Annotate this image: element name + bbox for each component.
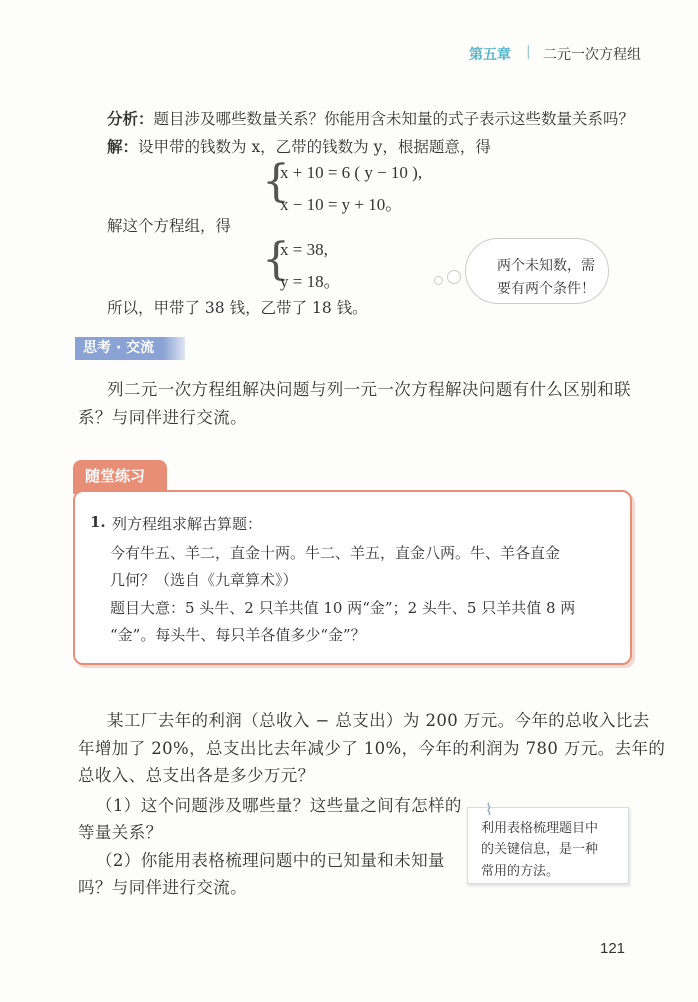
think-exchange-label: 思考 · 交流 (75, 337, 185, 360)
exercise-question: 列方程组求解古算题： (112, 515, 263, 533)
problem-line-3: 总收入、总支出各是多少万元？ (78, 766, 315, 785)
note-line-2: 的关键信息，是一种 (481, 842, 599, 857)
question-1b: 等量关系？ (78, 823, 163, 842)
analysis-label: 分析： (107, 109, 154, 128)
exercise-line-1: 今有牛五、羊二，直金十两。牛二、羊五，直金八两。牛、羊各直金 (110, 544, 561, 562)
equation-2: x − 10 = y + 10。 (280, 195, 403, 214)
exercise-number: 1. (90, 513, 106, 531)
think-line-1: 列二元一次方程组解决问题与列一元一次方程解决问题有什么区别和联 (107, 380, 631, 399)
brace-icon: { (262, 156, 290, 207)
problem-line-1: 某工厂去年的利润（总收入 − 总支出）为 200 万元。今年的总收入比去 (107, 711, 650, 730)
result-1: x = 38, (280, 240, 328, 259)
brace-icon: { (262, 234, 290, 285)
bubble-line-1: 两个未知数，需 (497, 258, 595, 274)
problem-line-2: 年增加了 20%，总支出比去年减少了 10%，今年的利润为 780 万元。去年的 (78, 739, 666, 758)
question-1a: （1）这个问题涉及哪些量？这些量之间有怎样的 (96, 796, 462, 815)
exercise-line-2: 几何？（选自《九章算术》） (110, 571, 298, 589)
question-2b: 吗？与同伴进行交流。 (78, 878, 247, 897)
page-number: 121 (600, 940, 626, 957)
note-line-1: 利用表格梳理题目中 (481, 821, 599, 836)
chapter-label: 第五章 (469, 47, 511, 63)
result-2: y = 18。 (280, 272, 341, 291)
bubble-dot (447, 270, 461, 284)
analysis-text: 题目涉及哪些数量关系？你能用含未知量的式子表示这些数量关系吗？ (153, 110, 635, 128)
practice-tab: 随堂练习 (73, 460, 167, 494)
exercise-line-3: 题目大意：5 头牛、2 只羊共值 10 两“金”；2 头牛、5 只羊共值 8 两 (110, 599, 576, 617)
paperclip-icon: ⌇ (485, 800, 493, 819)
bubble-line-2: 要有两个条件！ (497, 281, 595, 297)
chapter-title: 二元一次方程组 (543, 47, 641, 63)
solve-text: 设甲带的钱数为 x，乙带的钱数为 y，根据题意，得 (138, 138, 491, 156)
exercise-line-4: “金”。每头牛、每只羊各值多少“金”？ (110, 626, 366, 644)
header-separator: | (526, 44, 531, 60)
note-line-3: 常用的方法。 (481, 864, 560, 879)
conclusion-text: 所以，甲带了 38 钱，乙带了 18 钱。 (107, 299, 368, 317)
solve-system-text: 解这个方程组，得 (107, 217, 232, 235)
think-line-2: 系？与同伴进行交流。 (78, 408, 247, 427)
bubble-dot (434, 276, 443, 285)
question-2a: （2）你能用表格梳理问题中的已知量和未知量 (96, 851, 445, 870)
equation-1: x + 10 = 6 ( y − 10 ), (280, 163, 423, 182)
solve-label: 解： (107, 137, 139, 156)
analysis-line (107, 107, 634, 129)
solve-line (107, 135, 491, 157)
